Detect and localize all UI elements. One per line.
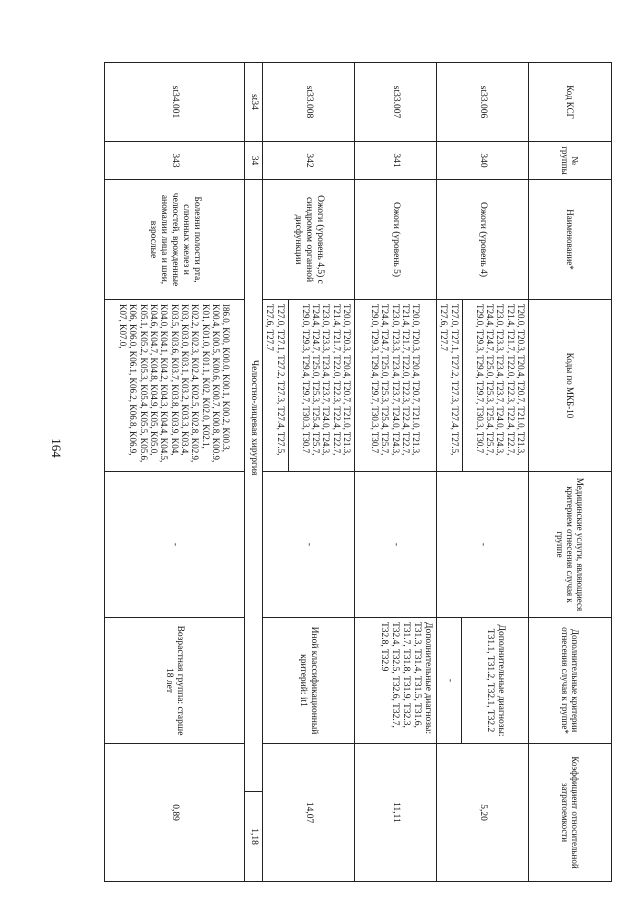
mkb-part: T20.0, T20.3, T20.4, T20.7, T21.0, T21.3, T21.4, T21.7, T22.0, T22.3, T22.4, T22.7, T23.0, T23.3, T23.4, T23.7, T24.0, T24.3, T24.4, T24.7, T25.0, T25.3, T25.4, T25.7, T29.0, T29.3, T29.4, T29.7, T30.3, T30.7 [300, 304, 352, 456]
header-kf: Коэффициент относительной затратоемкости [529, 743, 611, 881]
row-num: 341 [355, 141, 436, 179]
row-usl: - [437, 471, 528, 617]
row-kod: st33.006 [477, 85, 488, 119]
row-name: Болезни полости рта, слюнных желез и челюстей, врожденные аномалии лица и шеи, взрослые [105, 179, 244, 299]
dop-part: - [437, 618, 463, 743]
mkb-part: T27.0, T27.1, T27.2, T27.3, T27.4, T27.5, T27.6, T27.7 [437, 300, 463, 471]
header-name: Наименование* [529, 179, 611, 299]
row-kf: 5,20 [437, 743, 528, 881]
row-usl: - [263, 471, 354, 617]
row-usl: - [355, 471, 436, 617]
row-kod: st33.008 [303, 85, 314, 119]
page-number: 164 [49, 438, 64, 458]
row-name: Ожоги (уровень 5) [355, 179, 436, 299]
dop-part: Дополнительные диагнозы: T31.1, T31.2, T32.1, T32.2 [485, 624, 507, 737]
row-mkb: T20.0, T20.3, T20.4, T20.7, T21.0, T21.3, T21.4, T21.7, T22.0, T22.3, T22.4, T22.7, T23.0, T23.3, T23.4, T23.7, T24.0, T24.3, T24.4, T24.7, T25.0, T25.3, T25.4, T25.7, T29.0, T29.3, T29.4, T29.7, T30.3, T30.7 [355, 299, 436, 471]
section-title: Челюстно-лицевая хирургия [245, 179, 262, 791]
row-dop: Иной классификационный критерий: it1 [263, 617, 354, 743]
table-row [263, 63, 355, 881]
row-num: 340 [437, 141, 528, 179]
section-num: 34 [245, 141, 262, 179]
mkb-part: T20.0, T20.3, T20.4, T20.7, T21.0, T21.3, T21.4, T21.7, T22.0, T22.3, T22.4, T22.7, T23.0, T23.3, T23.4, T23.7, T24.0, T24.3, T24.4, T24.7, T25.0, T25.3, T25.4, T25.7, T29.0, T29.3, T29.4, T29.7, T30.3, T30.7 [474, 304, 526, 456]
table-header-row [529, 63, 611, 881]
header-dop: Дополнительные критерии отнесения случая к группе* [529, 617, 611, 743]
table-row [105, 63, 245, 881]
mkb-part: T27.0, T27.1, T27.2, T27.3, T27.4, T27.5, T27.6, T27.7 [263, 300, 289, 471]
row-mkb: I86.0, K00, K00.0, K00.1, K00.2, K00.3, K00.4, K00.5, K00.6, K00.7, K00.8, K00.9, K01, K01.0, K01.1, K02, K02.0, K02.1, K02.2, K02.3, K02.4, K02.5, K02.8, K02.9, K03, K03.0, K03.1, K03.2, K03.3, K03.4, K03.5, K03.6, K03.7, K03.8, K03.9, K04, K04.0, K04.1, K04.2, K04.3, K04.4, K04.5, K04.6, K04.7, K04.8, K04.9, K05, K05.0, K05.1, K05.2, K05.3, K05.4, K05.5, K05.6, K06, K06.0, K06.1, K06.2, K06.8, K06.9, K07, K07.0, [105, 299, 244, 471]
row-kod: st33.007 [390, 85, 401, 119]
row-name: Ожоги (уровень 4,5) с синдромом органной дисфункции [263, 179, 354, 299]
row-kod: st34.001 [169, 85, 180, 119]
ksg-table [104, 62, 612, 882]
row-kf: 0,89 [105, 743, 244, 881]
row-num: 342 [263, 141, 354, 179]
row-mkb [437, 299, 528, 471]
row-usl: - [105, 471, 244, 617]
header-kod: Код КСГ [565, 85, 576, 119]
row-dop: Возрастная группа: старше 18 лет [105, 617, 244, 743]
row-mkb [263, 299, 354, 471]
header-mkb: Коды по МКБ-10 [529, 299, 611, 471]
table-row [437, 63, 529, 881]
table-row [355, 63, 437, 881]
row-kf: 11,11 [355, 743, 436, 881]
header-usl: Медицинские услуги, являющиеся критерием отнесения случая к группе [529, 471, 611, 617]
header-num: № группы [529, 141, 611, 179]
row-dop: Дополнительные диагнозы: T31.3, T31.4, T31.5, T31.6, T31.7, T31.8, T31.9, T32.3, T32.4, T32.5, T32.6, T32.7, T32.8, T32.9 [355, 617, 436, 743]
row-name: Ожоги (уровень 4) [437, 179, 528, 299]
row-kf: 14,07 [263, 743, 354, 881]
section-kod: st34 [248, 94, 259, 110]
section-row [245, 63, 263, 881]
section-kf: 1,18 [245, 791, 262, 881]
row-num: 343 [105, 141, 244, 179]
row-dop [437, 617, 528, 743]
